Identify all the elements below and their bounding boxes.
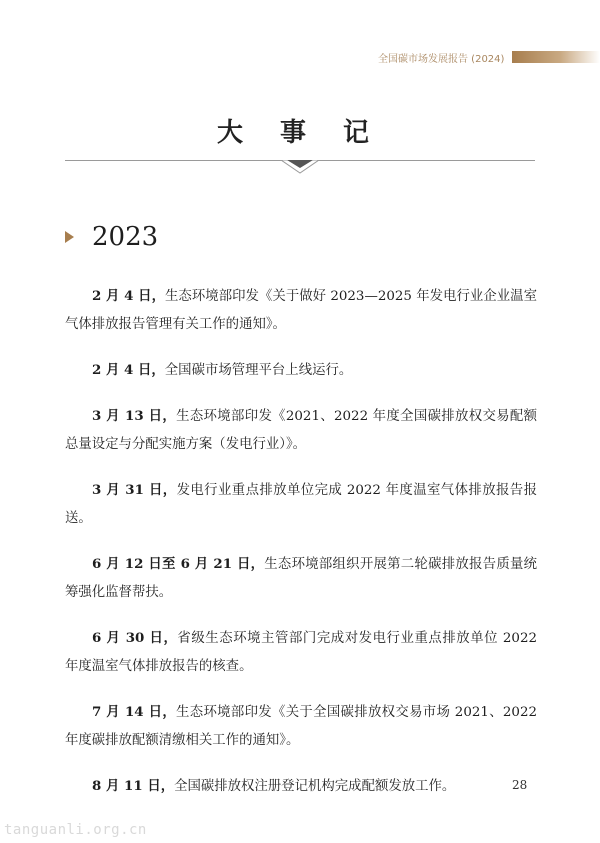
event-text: 生态环境部印发《关于做好 2023—2025 年发电行业企业温室气体排放报告管理有关工作的通知》。 xyxy=(65,289,537,332)
event-text: 生态环境部印发《关于全国碳排放权交易市场 2021、2022 年度碳排放配额清缴相关工作的通知》。 xyxy=(65,705,537,748)
event-item xyxy=(65,550,537,607)
event-item xyxy=(65,356,537,385)
event-date: 6 月 12 日至 6 月 21 日， xyxy=(92,556,265,572)
event-text: 省级生态环境主管部门完成对发电行业重点排放单位 2022 年度温室气体排放报告的核查。 xyxy=(65,631,537,674)
year-label: 2023 xyxy=(92,222,159,252)
divider-chevron-icon xyxy=(281,160,319,174)
event-item xyxy=(65,402,537,459)
event-item xyxy=(65,772,537,801)
report-title: 全国碳市场发展报告 (2024) xyxy=(378,53,505,65)
event-item xyxy=(65,624,537,681)
event-date: 2 月 4 日， xyxy=(92,288,165,304)
event-text: 发电行业重点排放单位完成 2022 年度温室气体排放报告报送。 xyxy=(65,483,538,526)
watermark: tanguanli.org.cn xyxy=(4,822,147,838)
event-item xyxy=(65,476,537,533)
triangle-right-icon xyxy=(65,231,74,243)
event-item xyxy=(65,282,537,339)
event-date: 3 月 13 日， xyxy=(92,408,177,424)
event-text: 全国碳排放权注册登记机构完成配额发放工作。 xyxy=(174,779,456,794)
event-date: 6 月 30 日， xyxy=(92,630,178,646)
event-text: 全国碳市场管理平台上线运行。 xyxy=(164,363,353,378)
event-date: 2 月 4 日， xyxy=(92,362,165,378)
event-text: 生态环境部印发《2021、2022 年度全国碳排放权交易配额总量设定与分配实施方案（发电行业）》。 xyxy=(65,409,538,452)
event-text: 生态环境部组织开展第二轮碳排放报告质量统筹强化监督帮扶。 xyxy=(65,557,538,600)
running-header xyxy=(378,48,600,66)
event-item xyxy=(65,698,537,755)
page-title: 大 事 记 xyxy=(216,118,384,148)
event-date: 8 月 11 日， xyxy=(92,778,175,794)
event-date: 7 月 14 日， xyxy=(92,704,177,720)
event-date: 3 月 31 日， xyxy=(92,482,177,498)
event-list xyxy=(65,282,537,818)
header-decor-bar xyxy=(512,51,600,63)
page-number: 28 xyxy=(512,778,528,792)
year-heading xyxy=(65,222,158,252)
